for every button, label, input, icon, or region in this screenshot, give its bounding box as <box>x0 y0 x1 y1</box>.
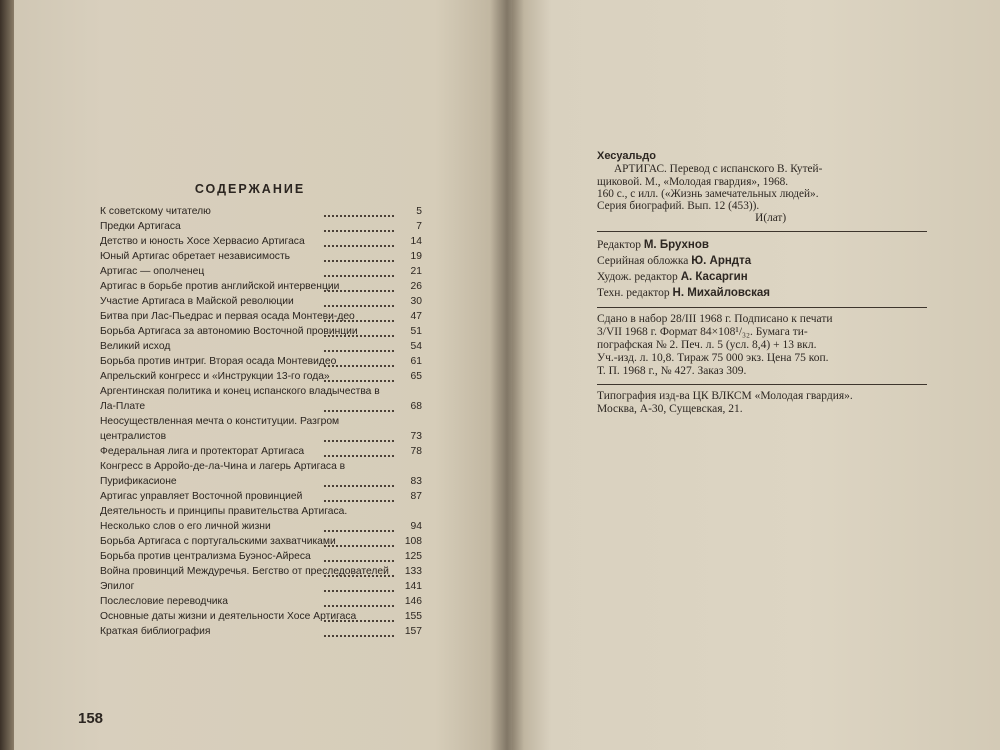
toc-entry-title: Неосуществленная мечта о конституции. Разгром централистов <box>100 416 340 442</box>
toc-entry <box>100 624 422 639</box>
toc-entry-title: К советскому читателю <box>100 206 211 217</box>
page-number: 158 <box>78 710 104 727</box>
toc-entry <box>100 339 422 354</box>
toc-entry-page: 94 <box>410 521 422 532</box>
leader-dots <box>324 289 394 292</box>
toc-entry <box>100 489 422 504</box>
leader-dots <box>324 559 394 562</box>
imprint-block <box>597 150 927 416</box>
leader-dots <box>324 244 394 247</box>
credits-list <box>597 237 927 301</box>
toc-entry <box>100 534 422 549</box>
divider <box>597 307 927 308</box>
toc-entry-page: 21 <box>410 266 422 277</box>
credit-role: Худож. редактор <box>597 270 678 283</box>
print-line: Т. П. 1968 г., № 427. Заказ 309. <box>597 364 747 377</box>
bib-line: щиковой. М., «Молодая гвардия», 1968. <box>597 175 789 188</box>
divider <box>597 384 927 385</box>
credit-role: Техн. редактор <box>597 286 670 299</box>
toc-entry-page: 125 <box>404 551 422 562</box>
leader-dots <box>324 544 394 547</box>
leader-dots <box>324 349 394 352</box>
leader-dots <box>324 619 394 622</box>
toc-entry-title: Артигас в борьбе против английской интервенции <box>100 281 340 292</box>
toc-entry-title: Борьба против интриг. Вторая осада Монтевидео <box>100 356 337 367</box>
toc-entry-page: 108 <box>404 536 422 547</box>
toc-entry <box>100 204 422 219</box>
credit-name: М. Брухнов <box>643 238 709 251</box>
toc-entry <box>100 549 422 564</box>
toc-entry-page: 155 <box>404 611 422 622</box>
toc-entry-title: Борьба против централизма Буэнос-Айреса <box>100 551 311 562</box>
toc-entry-title: Федеральная лига и протекторат Артигаса <box>100 446 305 457</box>
leader-dots <box>324 529 394 532</box>
toc-entry <box>100 504 422 534</box>
toc-title: СОДЕРЖАНИЕ <box>194 182 306 196</box>
leader-dots <box>324 454 394 457</box>
toc-entry-title: Борьба Артигаса за автономию Восточной провинции <box>100 326 358 337</box>
leader-dots <box>324 304 394 307</box>
credit-role: Редактор <box>597 238 641 251</box>
toc-entry-page: 146 <box>404 596 422 607</box>
toc-entry-page: 30 <box>410 296 422 307</box>
toc-entry-page: 51 <box>410 326 422 337</box>
publisher-line: Москва, А-30, Сущевская, 21. <box>597 402 743 415</box>
toc-entry <box>100 219 422 234</box>
leader-dots <box>324 379 394 382</box>
publisher-line: Типография изд-ва ЦК ВЛКСМ «Молодая гвардия». <box>597 389 853 402</box>
leader-dots <box>324 274 394 277</box>
toc-entry-title: Аргентинская политика и конец испанского владычества в Ла-Плате <box>100 386 380 412</box>
toc-entry <box>100 294 422 309</box>
toc-entry-page: 7 <box>416 221 422 232</box>
credit-name: Ю. Арндта <box>691 254 752 267</box>
toc-entry-page: 78 <box>410 446 422 457</box>
toc-entry <box>100 609 422 624</box>
credit-name: А. Касаргин <box>680 270 748 283</box>
toc-entry-page: 5 <box>416 206 422 217</box>
toc-entry <box>100 249 422 264</box>
toc-entry-title: Предки Артигаса <box>100 221 181 232</box>
toc-entry-page: 133 <box>404 566 422 577</box>
leader-dots <box>324 364 394 367</box>
toc-entry-title: Детство и юность Хосе Хервасио Артигаса <box>100 236 305 247</box>
print-details <box>597 313 927 378</box>
toc-entry-page: 68 <box>410 401 422 412</box>
toc-entry-title: Артигас — ополченец <box>100 266 205 277</box>
toc-entry-title: Эпилог <box>100 581 135 592</box>
table-of-contents <box>100 204 422 639</box>
toc-entry-page: 54 <box>410 341 422 352</box>
leader-dots <box>324 484 394 487</box>
toc-entry-page: 26 <box>410 281 422 292</box>
toc-entry-page: 61 <box>410 356 422 367</box>
toc-entry-title: Битва при Лас-Пьедрас и первая осада Монтеви-део <box>100 311 355 322</box>
print-line: пографская № 2. Печ. л. 5 (усл. 8,4) + 13 вкл. <box>597 338 817 351</box>
leader-dots <box>324 604 394 607</box>
toc-entry-title: Война провинций Междуречья. Бегство от преследователей <box>100 566 389 577</box>
book-gutter <box>490 0 524 750</box>
leader-dots <box>324 319 394 322</box>
toc-entry-page: 14 <box>410 236 422 247</box>
toc-entry <box>100 234 422 249</box>
bib-line: АРТИГАС. Перевод с испанского В. Кутей- <box>597 163 823 176</box>
print-line: 3/VII 1968 г. Формат 84×108¹/₃₂. Бумага ти- <box>597 325 808 338</box>
toc-entry-page: 47 <box>410 311 422 322</box>
bib-line: И(лат) <box>597 212 787 225</box>
toc-entry <box>100 594 422 609</box>
leader-dots <box>324 214 394 217</box>
leader-dots <box>324 574 394 577</box>
toc-entry-page: 19 <box>410 251 422 262</box>
toc-entry-title: Участие Артигаса в Майской революции <box>100 296 294 307</box>
toc-entry-page: 83 <box>410 476 422 487</box>
toc-entry-page: 65 <box>410 371 422 382</box>
leader-dots <box>324 634 394 637</box>
leader-dots <box>324 259 394 262</box>
book-edge <box>0 0 14 750</box>
toc-entry <box>100 309 422 324</box>
toc-entry-title: Послесловие переводчика <box>100 596 229 607</box>
toc-entry <box>100 444 422 459</box>
toc-entry-title: Артигас управляет Восточной провинцией <box>100 491 303 502</box>
toc-entry <box>100 384 422 414</box>
toc-entry <box>100 459 422 489</box>
toc-entry <box>100 264 422 279</box>
print-line: Сдано в набор 28/III 1968 г. Подписано к печати <box>597 312 833 325</box>
bibliographic-description <box>597 163 927 224</box>
credit-line <box>597 237 927 253</box>
leader-dots <box>324 439 394 442</box>
toc-entry-title: Юный Артигас обретает независимость <box>100 251 291 262</box>
toc-entry-title: Великий исход <box>100 341 171 352</box>
credit-line <box>597 285 927 301</box>
author-name: Хесуальдо <box>597 150 656 162</box>
credit-line <box>597 269 927 285</box>
toc-entry <box>100 564 422 579</box>
toc-entry-title: Конгресс в Арройо-де-ла-Чина и лагерь Артигаса в Пурификасионе <box>100 461 346 487</box>
credit-line <box>597 253 927 269</box>
credit-name: Н. Михайловская <box>672 286 770 299</box>
toc-entry <box>100 579 422 594</box>
credit-role: Серийная обложка <box>597 254 689 267</box>
toc-entry-page: 157 <box>404 626 422 637</box>
leader-dots <box>324 334 394 337</box>
bib-line: Серия биографий. Вып. 12 (453)). <box>597 200 760 213</box>
toc-entry-page: 87 <box>410 491 422 502</box>
divider <box>597 231 927 232</box>
toc-entry <box>100 369 422 384</box>
publisher-details <box>597 390 927 416</box>
bib-line: 160 с., с илл. («Жизнь замечательных людей». <box>597 187 819 200</box>
toc-entry-title: Борьба Артигаса с португальскими захватчиками <box>100 536 336 547</box>
toc-entry <box>100 324 422 339</box>
toc-entry-page: 73 <box>410 431 422 442</box>
toc-entry <box>100 414 422 444</box>
toc-entry-page: 141 <box>404 581 422 592</box>
leader-dots <box>324 229 394 232</box>
print-line: Уч.-изд. л. 10,8. Тираж 75 000 экз. Цена 75 коп. <box>597 351 829 364</box>
toc-entry <box>100 279 422 294</box>
toc-entry-title: Основные даты жизни и деятельности Хосе Артигаса <box>100 611 357 622</box>
toc-entry-title: Апрельский конгресс и «Инструкции 13-го года» <box>100 371 330 382</box>
toc-entry-title: Краткая библиография <box>100 626 211 637</box>
leader-dots <box>324 589 394 592</box>
leader-dots <box>324 499 394 502</box>
leader-dots <box>324 409 394 412</box>
toc-entry-title: Деятельность и принципы правительства Артигаса. Несколько слов о его личной жизни <box>100 506 348 532</box>
toc-entry <box>100 354 422 369</box>
